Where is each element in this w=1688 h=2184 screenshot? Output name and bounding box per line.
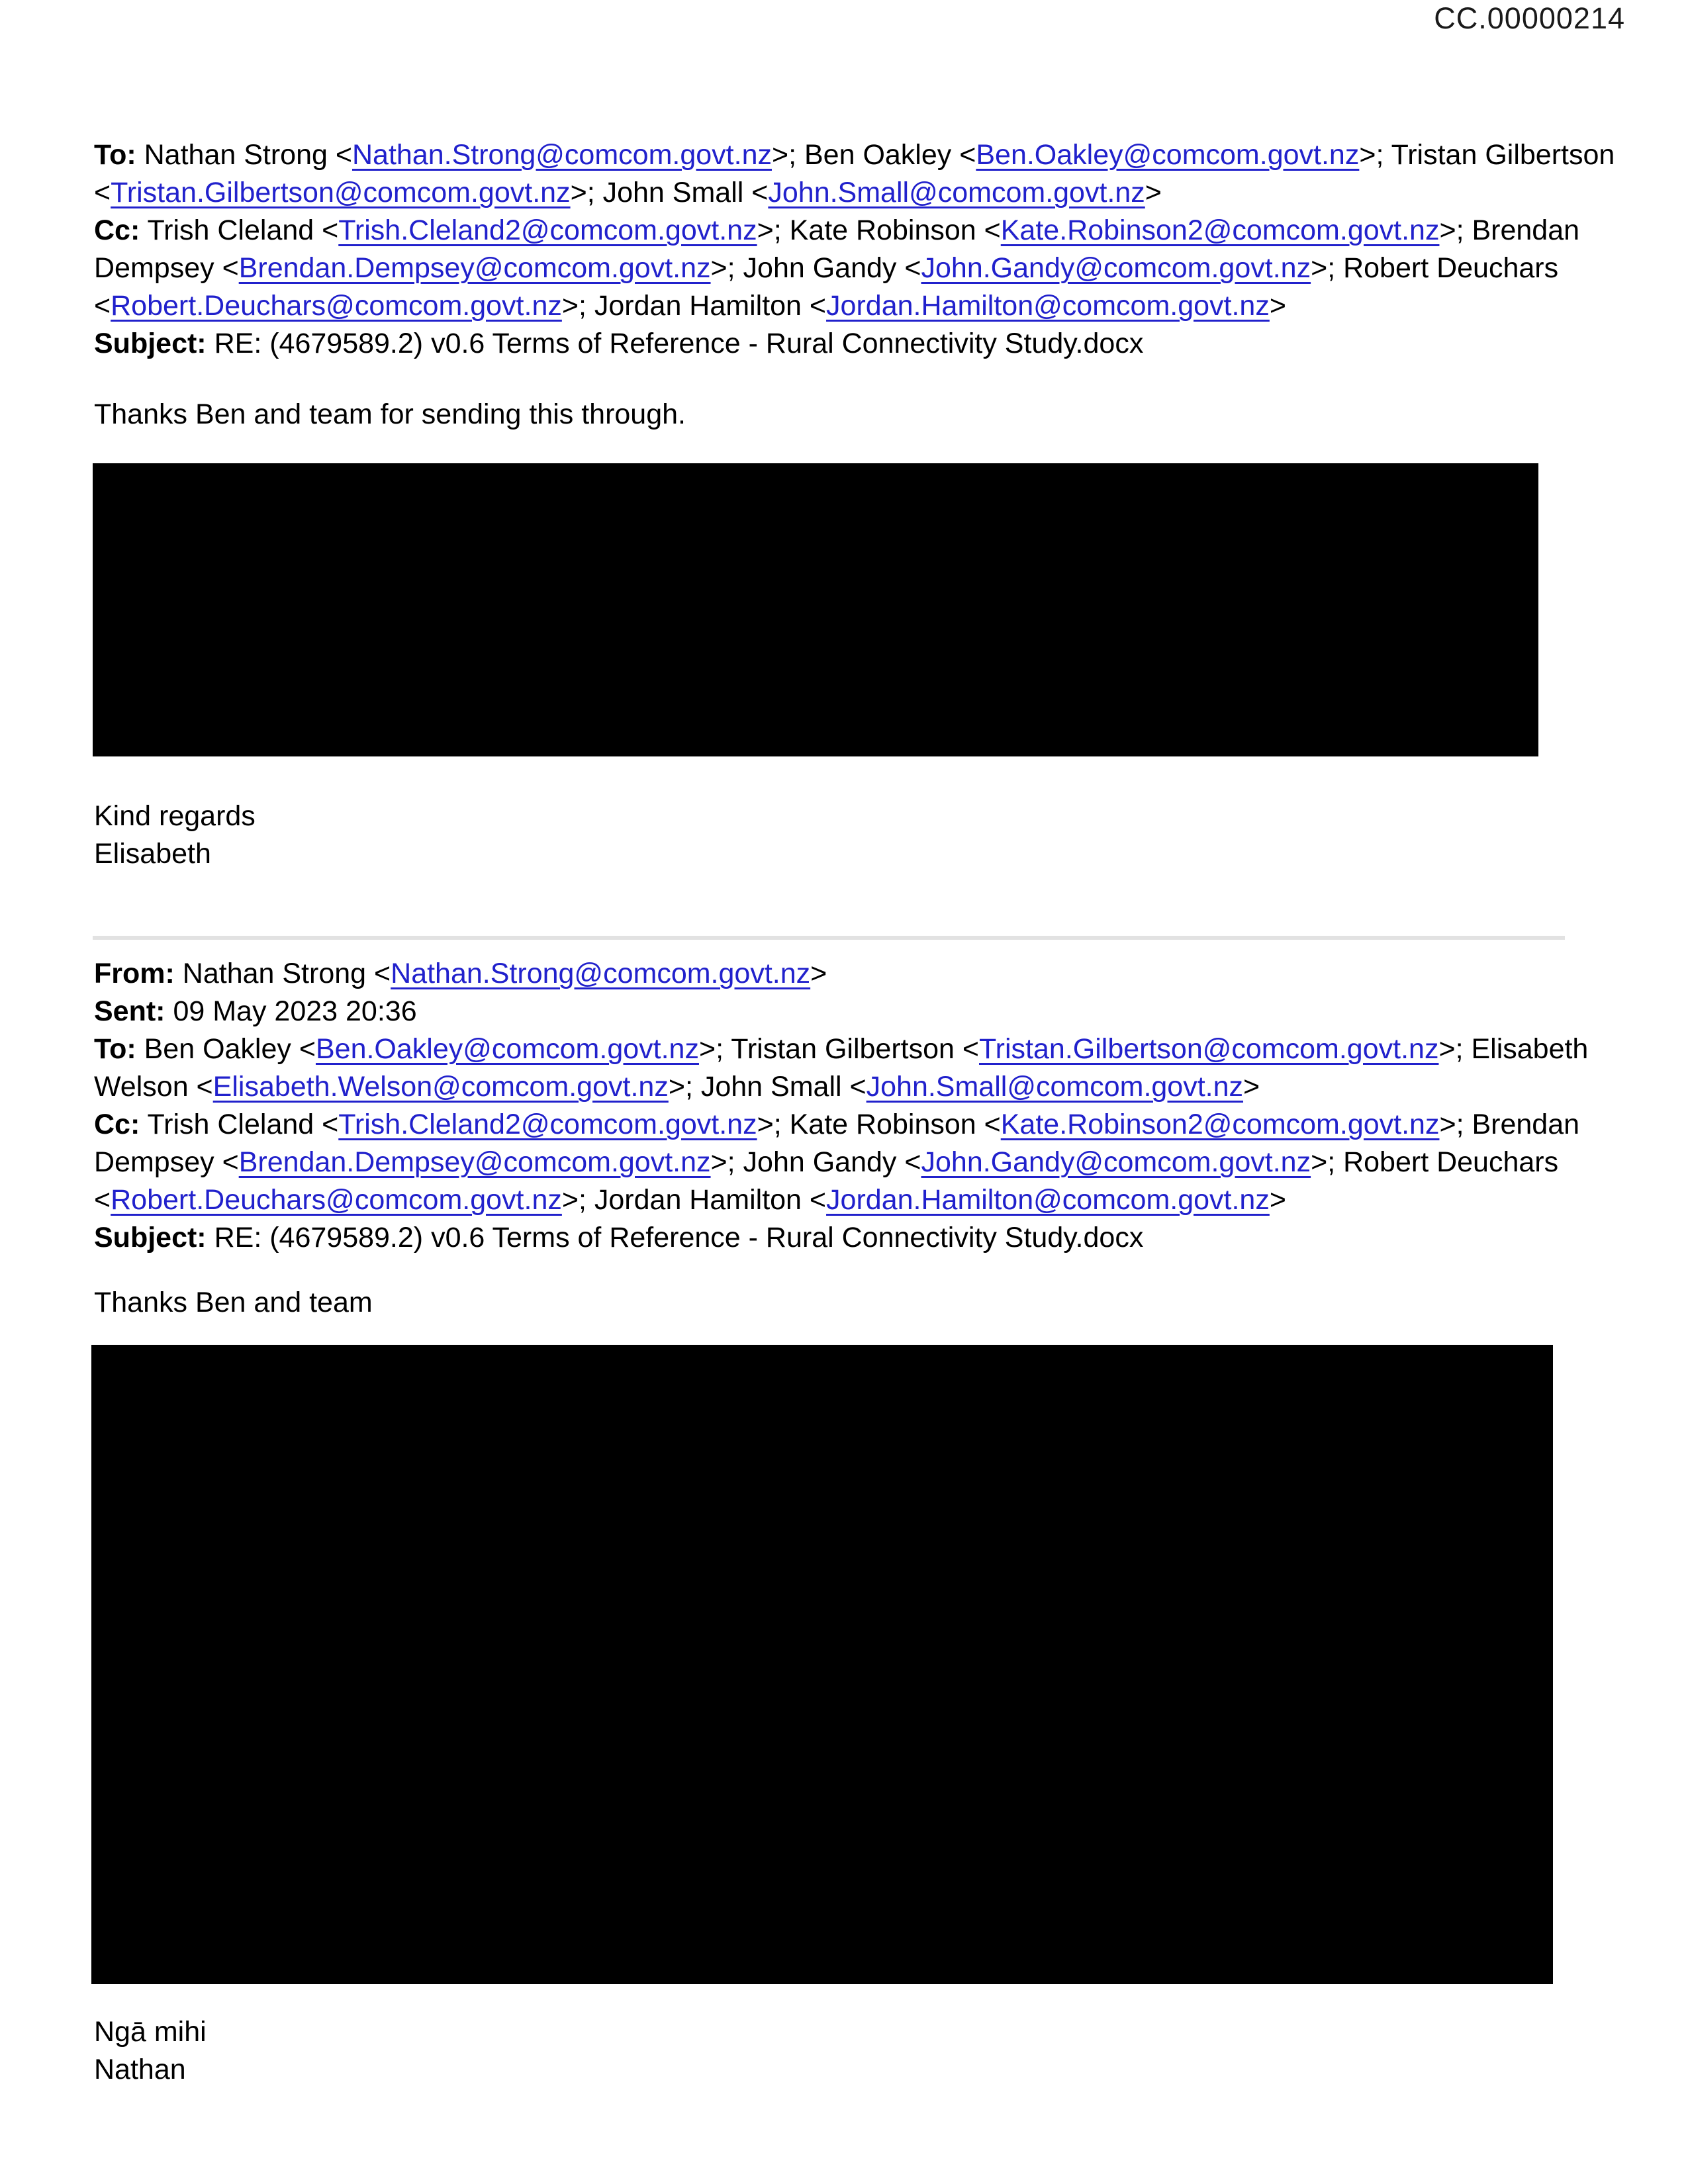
email1-header-line-subject — [94, 325, 1615, 363]
email2-signature: Nathan — [94, 2054, 186, 2085]
email-link[interactable]: Brendan.Dempsey@comcom.govt.nz — [238, 1146, 711, 1178]
email-link[interactable]: John.Small@comcom.govt.nz — [866, 1071, 1244, 1103]
field-label: From: — [94, 958, 175, 989]
email2-body-text: Thanks Ben and team — [94, 1287, 373, 1318]
email-link[interactable]: Robert.Deuchars@comcom.govt.nz — [111, 290, 562, 322]
email-link[interactable]: Robert.Deuchars@comcom.govt.nz — [111, 1184, 562, 1216]
header-text: RE: (4679589.2) v0.6 Terms of Reference - Rural Connectivity Study.docx — [206, 1222, 1144, 1253]
redaction-block-2 — [91, 1345, 1553, 1984]
email-link[interactable]: Kate.Robinson2@comcom.govt.nz — [1000, 1109, 1440, 1140]
email1-header — [94, 136, 1615, 363]
header-text: Dempsey < — [94, 252, 239, 284]
field-label: Cc: — [94, 1109, 140, 1140]
header-text: > — [810, 958, 827, 989]
header-text: >; Brendan — [1439, 214, 1580, 246]
header-text: >; John Small < — [668, 1071, 867, 1103]
email2-header-line-from — [94, 955, 1588, 993]
email-link[interactable]: Tristan.Gilbertson@comcom.govt.nz — [111, 177, 571, 208]
email2-header-line-cc-cont2 — [94, 1181, 1588, 1219]
email1-body-text: Thanks Ben and team for sending this through. — [94, 398, 686, 430]
email-link[interactable]: Kate.Robinson2@comcom.govt.nz — [1000, 214, 1440, 246]
email1-signoff-text: Kind regards — [94, 800, 256, 832]
email-link[interactable]: Nathan.Strong@comcom.govt.nz — [352, 139, 772, 171]
email1-header-line-cc — [94, 212, 1615, 250]
email-link[interactable]: Trish.Cleland2@comcom.govt.nz — [338, 214, 757, 246]
redaction-block-1 — [93, 463, 1538, 756]
header-text: >; Tristan Gilbertson < — [698, 1033, 979, 1065]
header-text: Nathan Strong < — [174, 958, 391, 989]
email1-header-line-to — [94, 136, 1615, 174]
email2-signoff-text: Ngā mihi — [94, 2016, 207, 2048]
field-label: To: — [94, 1033, 136, 1065]
email-link[interactable]: Ben.Oakley@comcom.govt.nz — [976, 139, 1360, 171]
email1-signoff — [94, 797, 256, 873]
header-text: >; John Small < — [570, 177, 769, 208]
header-text: < — [94, 1184, 111, 1216]
email2-header-line-to-cont — [94, 1068, 1588, 1106]
email2-signoff — [94, 2013, 207, 2089]
header-text: Trish Cleland < — [140, 214, 339, 246]
email-link[interactable]: Elisabeth.Welson@comcom.govt.nz — [212, 1071, 669, 1103]
header-text: RE: (4679589.2) v0.6 Terms of Reference - Rural Connectivity Study.docx — [206, 328, 1144, 359]
email-link[interactable]: Nathan.Strong@comcom.govt.nz — [391, 958, 811, 989]
header-text: Trish Cleland < — [140, 1109, 339, 1140]
header-text: >; Kate Robinson < — [757, 214, 1001, 246]
header-text: 09 May 2023 20:36 — [165, 995, 417, 1027]
email2-header-line-subject — [94, 1219, 1588, 1257]
header-text: >; Ben Oakley < — [771, 139, 976, 171]
header-text: < — [94, 177, 111, 208]
header-text: >; Robert Deuchars — [1311, 252, 1559, 284]
email-link[interactable]: Jordan.Hamilton@comcom.govt.nz — [826, 1184, 1270, 1216]
header-text: > — [1243, 1071, 1260, 1103]
field-label: Cc: — [94, 214, 140, 246]
header-text: >; John Gandy < — [710, 1146, 921, 1178]
email1-header-line-cc-cont — [94, 250, 1615, 287]
header-text: >; Brendan — [1439, 1109, 1580, 1140]
header-text: >; John Gandy < — [710, 252, 921, 284]
email-link[interactable]: Brendan.Dempsey@comcom.govt.nz — [238, 252, 711, 284]
header-text: < — [94, 290, 111, 322]
header-text: >; Jordan Hamilton < — [561, 1184, 827, 1216]
email-link[interactable]: John.Small@comcom.govt.nz — [768, 177, 1145, 208]
header-text: >; Elisabeth — [1438, 1033, 1589, 1065]
email-link[interactable]: Ben.Oakley@comcom.govt.nz — [315, 1033, 699, 1065]
email2-header-line-cc-cont — [94, 1144, 1588, 1181]
header-text: Ben Oakley < — [136, 1033, 316, 1065]
email2-header-line-sent — [94, 993, 1588, 1030]
email-link[interactable]: Tristan.Gilbertson@comcom.govt.nz — [979, 1033, 1439, 1065]
header-text: Nathan Strong < — [136, 139, 352, 171]
email1-header-line-cc-cont2 — [94, 287, 1615, 325]
email-link[interactable]: John.Gandy@comcom.govt.nz — [921, 252, 1311, 284]
header-text: > — [1269, 1184, 1286, 1216]
email-thread-divider — [93, 936, 1565, 940]
header-text: > — [1145, 177, 1162, 208]
header-text: >; Robert Deuchars — [1311, 1146, 1559, 1178]
email-link[interactable]: Trish.Cleland2@comcom.govt.nz — [338, 1109, 757, 1140]
email1-signature: Elisabeth — [94, 838, 211, 870]
header-text: Dempsey < — [94, 1146, 239, 1178]
field-label: Subject: — [94, 1222, 207, 1253]
field-label: To: — [94, 139, 136, 171]
header-text: >; Tristan Gilbertson — [1359, 139, 1615, 171]
header-text: >; Jordan Hamilton < — [561, 290, 827, 322]
email-link[interactable]: John.Gandy@comcom.govt.nz — [921, 1146, 1311, 1178]
email2-header-line-cc — [94, 1106, 1588, 1144]
header-text: Welson < — [94, 1071, 213, 1103]
email1-header-line-to-cont — [94, 174, 1615, 212]
email2-header — [94, 955, 1588, 1257]
field-label: Sent: — [94, 995, 165, 1027]
header-text: >; Kate Robinson < — [757, 1109, 1001, 1140]
field-label: Subject: — [94, 328, 207, 359]
header-text: > — [1269, 290, 1286, 322]
email-link[interactable]: Jordan.Hamilton@comcom.govt.nz — [826, 290, 1270, 322]
email2-header-line-to — [94, 1030, 1588, 1068]
document-id: CC.00000214 — [1434, 1, 1625, 35]
